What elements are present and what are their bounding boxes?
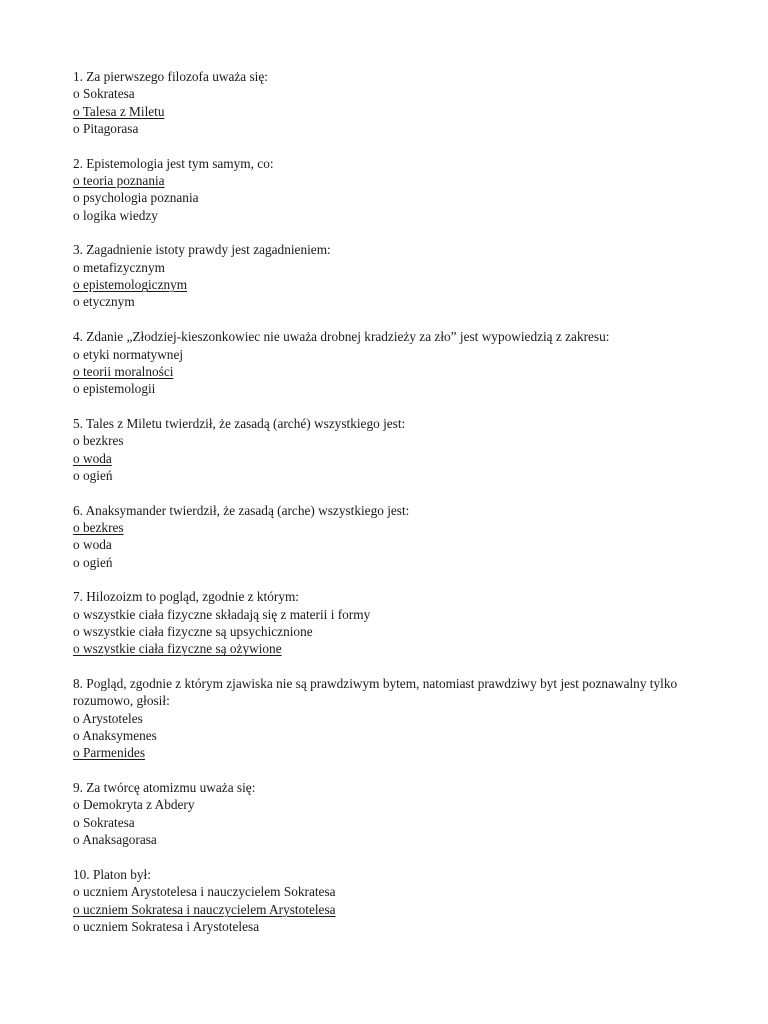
answer-option-correct: o teoria poznania — [73, 173, 165, 189]
question-text: 8. Pogląd, zgodnie z którym zjawiska nie są prawdziwym bytem, natomiast prawdziwy byt jest poznawalny tylko rozumowo, głosił: — [73, 676, 678, 709]
question-text: 9. Za twórcę atomizmu uważa się: — [73, 780, 256, 796]
question-6 — [73, 502, 723, 571]
answer-option-correct: o Parmenides — [73, 745, 146, 761]
question-text: 5. Tales z Miletu twierdził, że zasadą (arché) wszystkiego jest: — [73, 415, 406, 431]
answer-option: o Sokratesa — [73, 814, 135, 830]
answer-option: o uczniem Arystotelesa i nauczycielem Sokratesa — [73, 884, 336, 900]
quiz-document — [73, 68, 723, 953]
answer-option: o Demokryta z Abdery — [73, 797, 195, 813]
answer-option: o Pitagorasa — [73, 121, 139, 137]
answer-option: o wszystkie ciała fizyczne są upsychicznione — [73, 624, 313, 639]
answer-option: o etycznym — [73, 294, 135, 310]
answer-option-correct: o wszystkie ciała fizyczne są ożywione — [73, 641, 282, 657]
question-text: 6. Anaksymander twierdził, że zasadą (arche) wszystkiego jest: — [73, 502, 410, 518]
question-10 — [73, 866, 723, 935]
answer-option: o etyki normatywnej — [73, 346, 184, 362]
question-text: 2. Epistemologia jest tym samym, co: — [73, 155, 274, 171]
question-4 — [73, 328, 723, 397]
answer-option-correct: o teorii moralności — [73, 363, 174, 379]
answer-option: o woda — [73, 537, 112, 553]
answer-option: o uczniem Sokratesa i Arystotelesa — [73, 918, 260, 934]
question-text: 7. Hilozoizm to pogląd, zgodnie z którym: — [73, 589, 300, 605]
question-2 — [73, 155, 723, 224]
question-5 — [73, 415, 723, 484]
answer-option: o ogień — [73, 467, 113, 483]
answer-option: o logika wiedzy — [73, 207, 158, 223]
answer-option: o wszystkie ciała fizyczne składają się z materii i formy — [73, 606, 371, 622]
question-text: 3. Zagadnienie istoty prawdy jest zagadnieniem: — [73, 242, 331, 258]
answer-option: o epistemologii — [73, 381, 156, 397]
answer-option: o bezkres — [73, 433, 124, 449]
answer-option: o ogień — [73, 554, 113, 570]
question-3 — [73, 241, 723, 310]
question-1 — [73, 68, 723, 137]
answer-option-correct: o uczniem Sokratesa i nauczycielem Arystotelesa — [73, 901, 336, 917]
question-7 — [73, 588, 723, 657]
answer-option: o Sokratesa — [73, 86, 135, 102]
answer-option: o Anaksagorasa — [73, 832, 157, 848]
answer-option: o psychologia poznania — [73, 190, 199, 206]
question-text: 10. Platon był: — [73, 866, 151, 882]
answer-option-correct: o bezkres — [73, 519, 124, 535]
answer-option: o metafizycznym — [73, 259, 165, 275]
answer-option-correct: o woda — [73, 450, 112, 466]
answer-option-correct: o Talesa z Miletu — [73, 103, 165, 119]
question-text: 4. Zdanie „Złodziej-kieszonkowiec nie uważa drobnej kradzieży za zło” jest wypowiedzią z zakresu: — [73, 329, 610, 345]
answer-option: o Anaksymenes — [73, 728, 157, 744]
question-8 — [73, 675, 723, 762]
question-text: 1. Za pierwszego filozofa uważa się: — [73, 69, 268, 84]
answer-option-correct: o epistemologicznym — [73, 277, 188, 293]
answer-option: o Arystoteles — [73, 710, 143, 726]
question-9 — [73, 779, 723, 848]
